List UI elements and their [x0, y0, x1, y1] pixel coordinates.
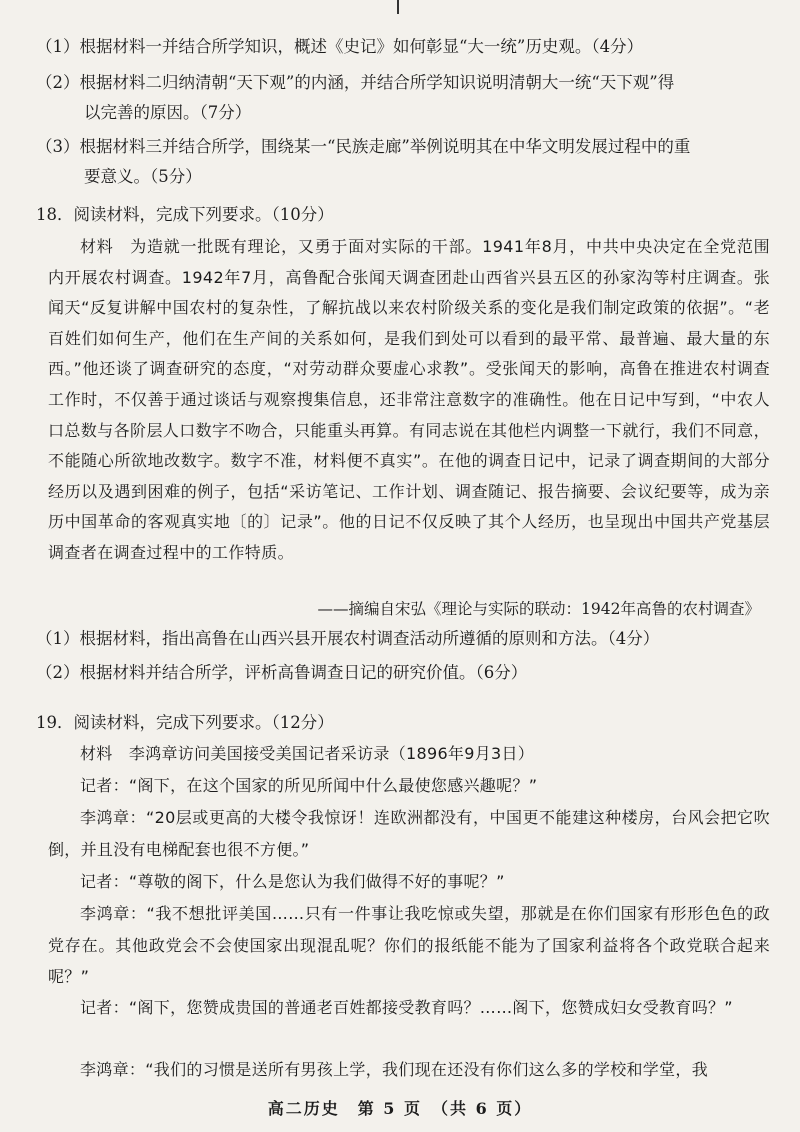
q17-sub2: [36, 68, 770, 128]
q17-sub3: [36, 132, 770, 192]
q19-dialogue-6: 李鸿章：“我们的习惯是送所有男孩上学，我们现在还没有你们这么多的学校和学堂，我: [80, 1060, 708, 1079]
q18-sub1: （1）根据材料，指出高鲁在山西兴县开展农村调查活动所遵循的原则和方法。（4分）: [36, 629, 660, 648]
q19-heading: 19．阅读材料，完成下列要求。（12分）: [36, 713, 334, 732]
q19-material-title: 材料 李鸿章访问美国接受美国记者采访录（1896年9月3日）: [80, 744, 535, 763]
q17-sub1: （1）根据材料一并结合所学知识，概述《史记》如何彰显“大一统”历史观。（4分）: [36, 37, 644, 56]
q19-dialogue-1: 记者：“阁下，在这个国家的所见所闻中什么最使您感兴趣呢？”: [80, 776, 538, 795]
binding-mark: [397, 0, 399, 14]
page-footer: 高二历史 第 5 页 （共 6 页）: [267, 1099, 533, 1118]
q19-dialogue-4: 李鸿章：“我不想批评美国……只有一件事让我吃惊或失望，那就是在你们国家有形形色色的政党存在。其他政党会不会使国家出现混乱呢？你们的报纸能不能为了国家利益将各个政党联合起来呢？”: [48, 904, 770, 986]
q18-source: ——摘编自宋弘《理论与实际的联动：1942年高鲁的农村调查》: [317, 600, 760, 618]
q18-heading: 18．阅读材料，完成下列要求。（10分）: [36, 205, 334, 224]
q19-dialogue-5: 记者：“阁下，您赞成贵国的普通老百姓都接受教育吗？……阁下，您赞成妇女受教育吗？”: [80, 998, 733, 1017]
q17-sub2-line1: （2）根据材料二归纳清朝“天下观”的内涵，并结合所学知识说明清朝大一统“天下观”得: [36, 73, 675, 92]
q19-dialogue-2: 李鸿章：“20层或更高的大楼令我惊讶！连欧洲都没有，中国更不能建这种楼房，台风会把它吹倒，并且没有电梯配套也很不方便。”: [48, 808, 770, 859]
q19-dialogue-3: 记者：“尊敬的阁下，什么是您认为我们做得不好的事呢？”: [80, 872, 505, 891]
q17-sub2-line2: 以完善的原因。（7分）: [84, 103, 252, 122]
q18-material: 材料 为造就一批既有理论，又勇于面对实际的干部。1941年8月，中共中央决定在全党范围内开展农村调查。1942年7月，高鲁配合张闻天调查团赴山西省兴县五区的孙家沟等村庄调查。张闻天“反复讲解中国农村的复杂性，了解抗战以来农村阶级关系的变化是我们制定政策的依据”。“老百姓们如何生产，他们在生产间的关系如何，是我们到处可以看到的最平常、最普遍、最大量的东西。”他还谈了调查研究的态度，“对劳动群众要虚心求教”。受张闻天的影响，高鲁在推进农村调查工作时，不仅善于通过谈话与观察搜集信息，还非常注意数字的准确性。他在日记中写到，“中农人口总数与各阶层人口数字不吻合，只能重头再算。有同志说在其他栏内调整一下就行，我们不同意，不能随心所欲地改数字。数字不准，材料便不真实”。在他的调查日记中，记录了调查期间的大部分经历以及遇到困难的例子，包括“采访笔记、工作计划、调查随记、报告摘要、会议纪要等，成为亲历中国革命的客观真实地〔的〕记录”。他的日记不仅反映了其个人经历，也呈现出中国共产党基层调查者在调查过程中的工作特质。: [48, 237, 770, 562]
q17-sub3-line1: （3）根据材料三并结合所学，围绕某一“民族走廊”举例说明其在中华文明发展过程中的重: [36, 137, 691, 156]
q17-sub3-line2: 要意义。（5分）: [84, 167, 202, 186]
q18-sub2: （2）根据材料并结合所学，评析高鲁调查日记的研究价值。（6分）: [36, 663, 528, 682]
